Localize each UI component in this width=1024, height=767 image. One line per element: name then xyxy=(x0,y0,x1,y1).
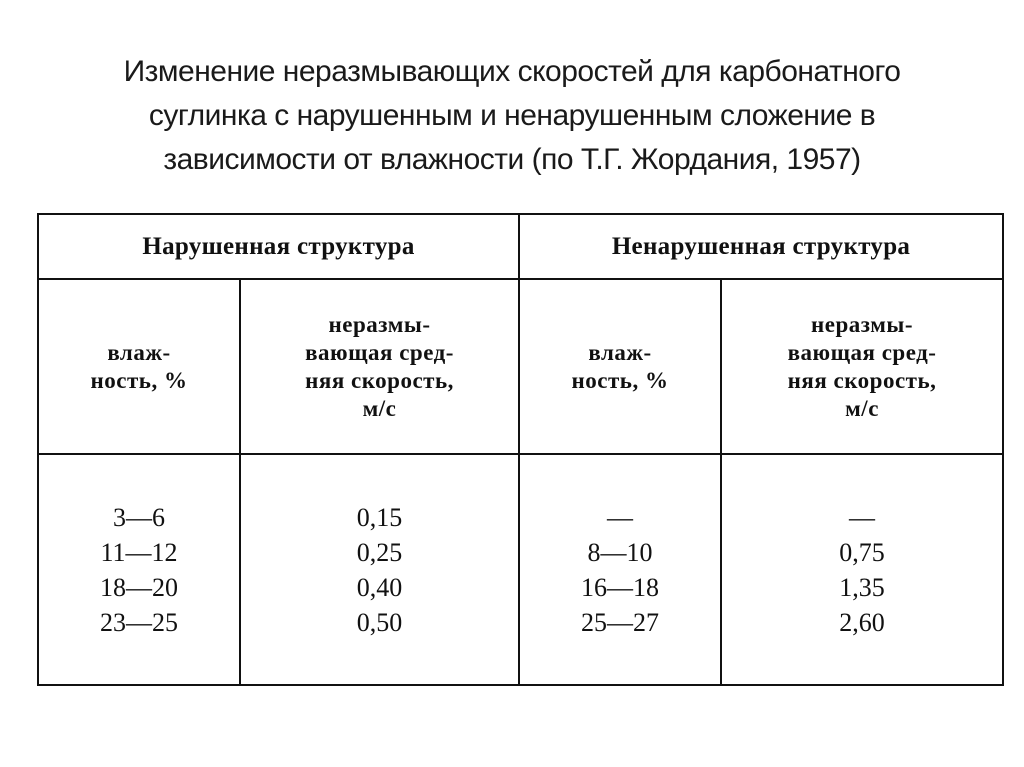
table-cell: 3—6 xyxy=(113,502,165,532)
title-line: суглинка с нарушенным и ненарушенным сложение в xyxy=(148,99,876,132)
group-header-row xyxy=(38,214,1003,279)
column-header-velocity-disturbed xyxy=(240,279,519,454)
header-line: ность, % xyxy=(571,367,669,393)
table-cell: — xyxy=(849,502,876,532)
title-line: Изменение неразмывающих скоростей для карбонатного xyxy=(123,55,901,88)
table-cell: 2,60 xyxy=(839,607,885,637)
header-line: няя скорость, xyxy=(305,367,454,393)
table-cell: 11—12 xyxy=(100,537,178,567)
header-line: неразмы- xyxy=(328,311,431,337)
table-cell: 18—20 xyxy=(100,572,178,602)
table-cell: 0,50 xyxy=(356,607,403,637)
header-line: вающая сред- xyxy=(305,339,454,365)
column-header-velocity-undisturbed xyxy=(721,279,1003,454)
table-cell: 0,15 xyxy=(356,502,403,532)
table-cell: — xyxy=(607,502,634,532)
velocity-values-undisturbed xyxy=(721,454,1003,685)
moisture-values-disturbed xyxy=(38,454,240,685)
table-cell: 8—10 xyxy=(587,537,653,567)
table-cell: 0,25 xyxy=(356,537,403,567)
moisture-values-undisturbed xyxy=(519,454,721,685)
column-header-moisture-undisturbed xyxy=(519,279,721,454)
table-cell: 23—25 xyxy=(100,607,178,637)
column-header-moisture-disturbed xyxy=(38,279,240,454)
table-cell: 0,75 xyxy=(839,537,885,567)
table-cell: 0,40 xyxy=(356,572,403,602)
header-line: м/с xyxy=(362,395,397,421)
column-header-row xyxy=(38,279,1003,454)
group-header-undisturbed: Ненарушенная структура xyxy=(519,214,1003,279)
header-line: вающая сред- xyxy=(787,339,937,365)
table-cell: 25—27 xyxy=(581,607,660,637)
header-line: ность, % xyxy=(90,367,188,393)
data-row xyxy=(38,454,1003,685)
group-header-disturbed: Нарушенная структура xyxy=(38,214,519,279)
table-cell: 1,35 xyxy=(839,572,885,602)
velocity-values-disturbed xyxy=(240,454,519,685)
header-line: няя скорость, xyxy=(787,367,937,393)
header-line: влаж- xyxy=(107,339,171,365)
table-cell: 16—18 xyxy=(581,572,660,602)
title-line: зависимости от влажности (по Т.Г. Жордания, 1957) xyxy=(163,143,861,176)
header-line: м/с xyxy=(845,395,879,421)
velocity-moisture-table xyxy=(37,213,1004,686)
header-line: влаж- xyxy=(588,339,652,365)
header-line: неразмы- xyxy=(811,311,913,337)
slide-title xyxy=(0,50,1024,182)
